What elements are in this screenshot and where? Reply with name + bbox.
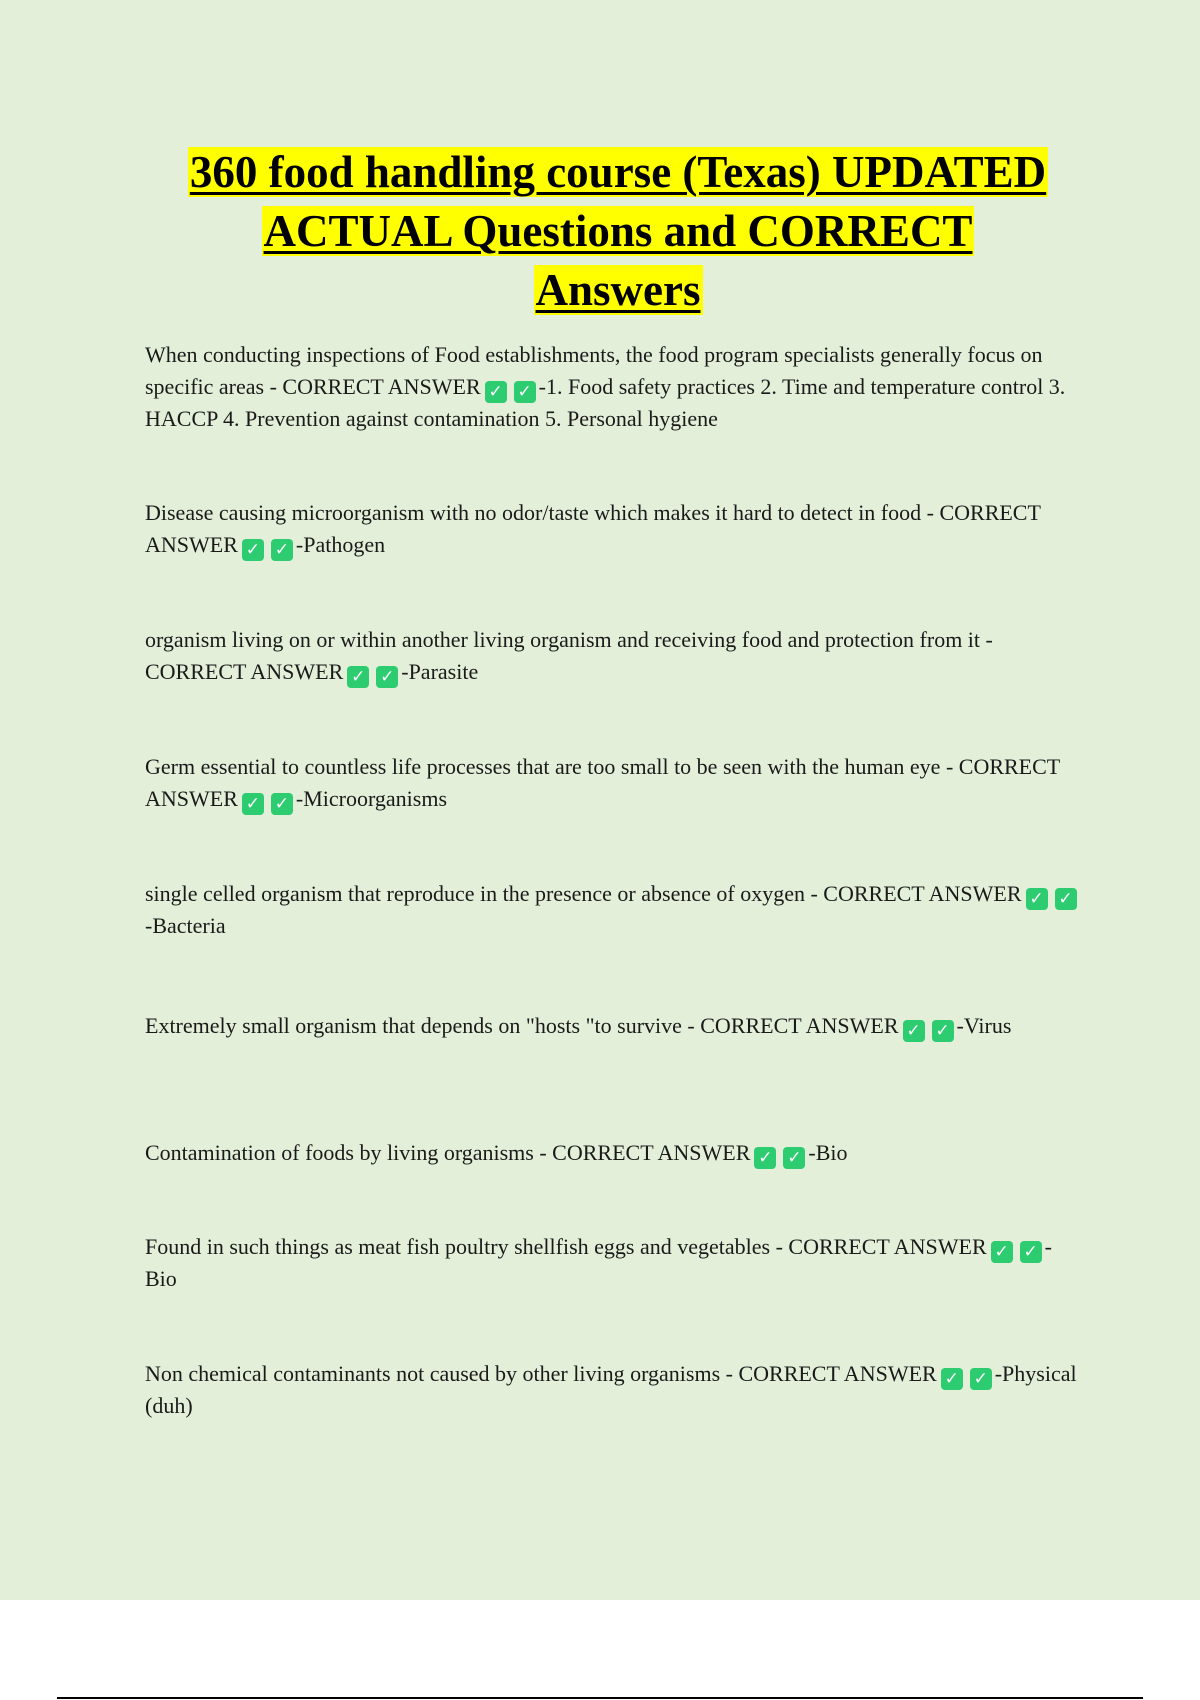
question-text: When conducting inspections of Food establishments, the food program specialists generally focus on specific areas - CORRECT ANSWER — [145, 342, 1043, 399]
qa-item-2 — [145, 497, 1080, 561]
check-mark-icon: ✓ — [941, 1368, 963, 1390]
check-mark-icon: ✓ — [271, 793, 293, 815]
check-mark-icon: ✓ — [991, 1241, 1013, 1263]
check-mark-icon: ✓ — [932, 1020, 954, 1042]
qa-item-5 — [145, 878, 1080, 942]
check-mark-icon: ✓ — [514, 381, 536, 403]
qa-item-8 — [145, 1231, 1080, 1295]
check-mark-icon: ✓ — [376, 666, 398, 688]
check-mark-icon: ✓ — [754, 1147, 776, 1169]
check-mark-icon: ✓ — [783, 1147, 805, 1169]
answer-text: -1. Food safety practices 2. Time and temperature control 3. HACCP 4. Prevention against contamination 5. Personal hygiene — [145, 374, 1066, 431]
answer-text: -Parasite — [401, 659, 479, 684]
question-text: Contamination of foods by living organisms - CORRECT ANSWER — [145, 1140, 751, 1165]
qa-item-6 — [145, 1010, 1080, 1042]
check-mark-icon: ✓ — [1055, 888, 1077, 910]
title-line-2: ACTUAL Questions and CORRECT — [263, 206, 973, 256]
check-mark-icon: ✓ — [242, 793, 264, 815]
check-mark-icon: ✓ — [242, 539, 264, 561]
answer-text: -Bio — [145, 1234, 1052, 1291]
document-title — [120, 143, 1116, 320]
qa-item-4 — [145, 751, 1080, 815]
question-text: Germ essential to countless life processes that are too small to be seen with the human eye - CORRECT ANSWER — [145, 754, 1060, 811]
answer-text: -Physical (duh) — [145, 1361, 1077, 1418]
answer-text: -Bio — [808, 1140, 848, 1165]
check-mark-icon: ✓ — [485, 381, 507, 403]
answer-text: -Microorganisms — [295, 786, 448, 811]
qa-item-7 — [145, 1137, 1080, 1169]
question-text: Extremely small organism that depends on "hosts "to survive - CORRECT ANSWER — [145, 1013, 899, 1038]
check-mark-icon: ✓ — [903, 1020, 925, 1042]
qa-item-3 — [145, 624, 1080, 688]
answer-text: -Bacteria — [145, 913, 226, 938]
qa-item-9 — [145, 1358, 1080, 1422]
qa-item-1 — [145, 339, 1080, 435]
question-text: single celled organism that reproduce in the presence or absence of oxygen - CORRECT ANSWER — [145, 881, 1022, 906]
question-text: Disease causing microorganism with no odor/taste which makes it hard to detect in food - CORRECT ANSWER — [145, 500, 1041, 557]
title-line-1: 360 food handling course (Texas) UPDATED — [189, 147, 1047, 197]
check-mark-icon: ✓ — [1020, 1241, 1042, 1263]
question-text: Found in such things as meat fish poultry shellfish eggs and vegetables - CORRECT ANSWER — [145, 1234, 987, 1259]
answer-text: -Pathogen — [295, 532, 386, 557]
answer-text: -Virus — [956, 1013, 1012, 1038]
check-mark-icon: ✓ — [1026, 888, 1048, 910]
check-mark-icon: ✓ — [347, 666, 369, 688]
question-text: organism living on or within another living organism and receiving food and protection from it - CORRECT ANSWER — [145, 627, 993, 684]
title-line-3: Answers — [535, 265, 701, 315]
footer-divider — [57, 1697, 1143, 1699]
check-mark-icon: ✓ — [970, 1368, 992, 1390]
question-text: Non chemical contaminants not caused by other living organisms - CORRECT ANSWER — [145, 1361, 937, 1386]
check-mark-icon: ✓ — [271, 539, 293, 561]
